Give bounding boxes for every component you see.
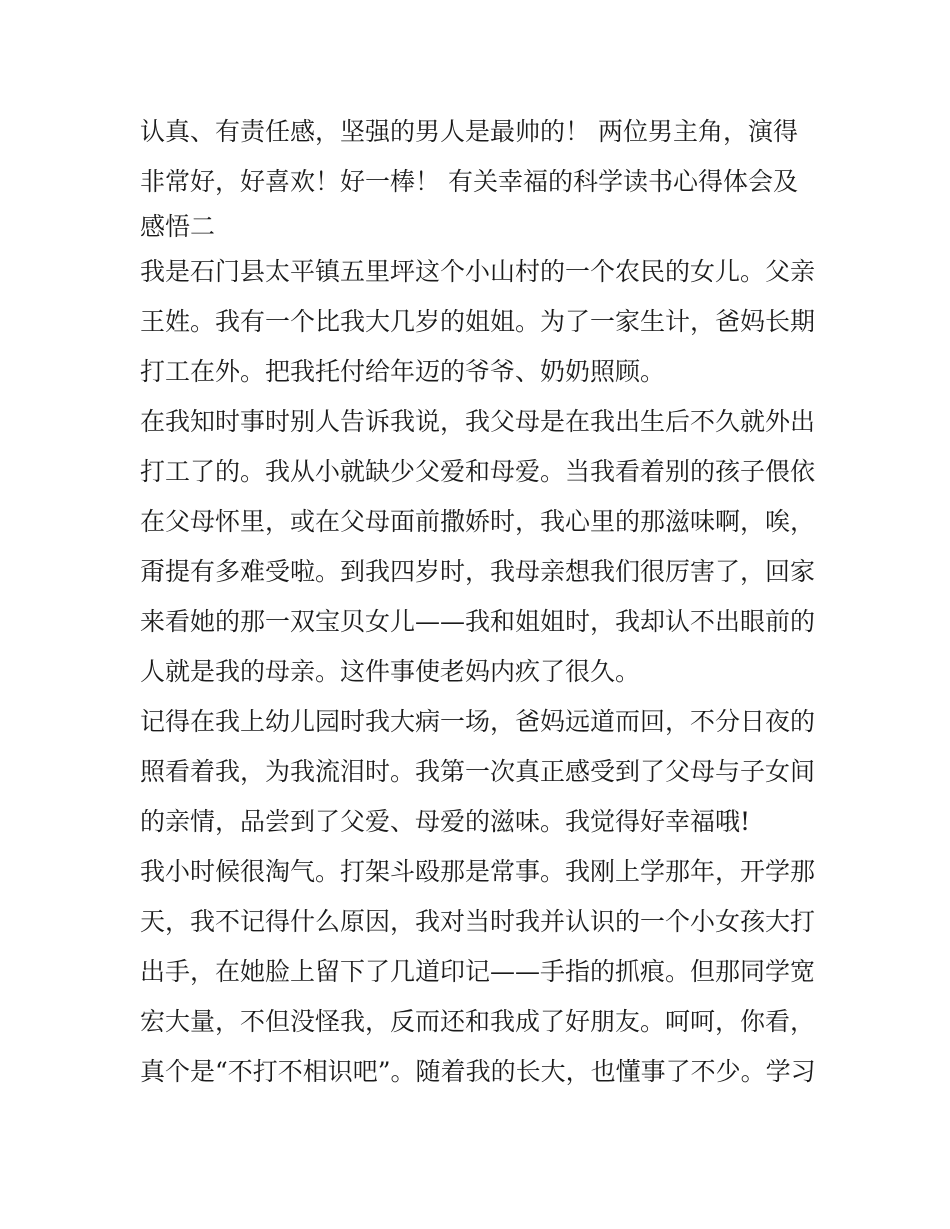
text-line-7: 在我知时事时别人告诉我说，我父母是在我出生后不久就外出 xyxy=(140,407,816,436)
text-line-9: 在父母怀里，或在父母面前撒娇时，我心里的那滋味啊，唉， xyxy=(140,507,816,536)
text-line-10: 甭提有多难受啦。到我四岁时，我母亲想我们很厉害了，回家 xyxy=(140,557,816,586)
text-line-18: 出手，在她脸上留下了几道印记——手指的抓痕。但那同学宽 xyxy=(140,957,816,986)
text-line-1: 认真、有责任感，坚强的男人是最帅的！ 两位男主角，演得 xyxy=(140,117,798,146)
text-line-13: 记得在我上幼儿园时我大病一场，爸妈远道而回，不分日夜的 xyxy=(140,707,816,736)
text-line-2: 非常好，好喜欢！好一棒！ 有关幸福的科学读书心得体会及 xyxy=(140,167,798,196)
text-line-15: 的亲情，品尝到了父爱、母爱的滋味。我觉得好幸福哦! xyxy=(140,807,751,836)
text-line-20: 真个是“不打不相识吧”。随着我的长大，也懂事了不少。学习 xyxy=(140,1057,816,1086)
text-line-12: 人就是我的母亲。这件事使老妈内疚了很久。 xyxy=(140,657,641,686)
text-line-16: 我小时候很淘气。打架斗殴那是常事。我刚上学那年，开学那 xyxy=(140,857,816,886)
text-line-19: 宏大量，不但没怪我，反而还和我成了好朋友。呵呵，你看， xyxy=(140,1007,816,1036)
text-line-8: 打工了的。我从小就缺少父爱和母爱。当我看着别的孩子偎依 xyxy=(140,457,816,486)
text-line-17: 天，我不记得什么原因，我对当时我并认识的一个小女孩大打 xyxy=(140,907,816,936)
text-line-14: 照看着我，为我流泪时。我第一次真正感受到了父母与子女间 xyxy=(140,757,816,786)
text-line-6: 打工在外。把我托付给年迈的爷爷、奶奶照顾。 xyxy=(140,357,666,386)
text-line-11: 来看她的那一双宝贝女儿——我和姐姐时，我却认不出眼前的 xyxy=(140,607,816,636)
text-line-4: 我是石门县太平镇五里坪这个小山村的一个农民的女儿。父亲 xyxy=(140,257,816,286)
text-line-5: 王姓。我有一个比我大几岁的姐姐。为了一家生计，爸妈长期 xyxy=(140,307,816,336)
document-body xyxy=(140,107,820,1097)
text-line-3: 感悟二 xyxy=(140,212,216,241)
